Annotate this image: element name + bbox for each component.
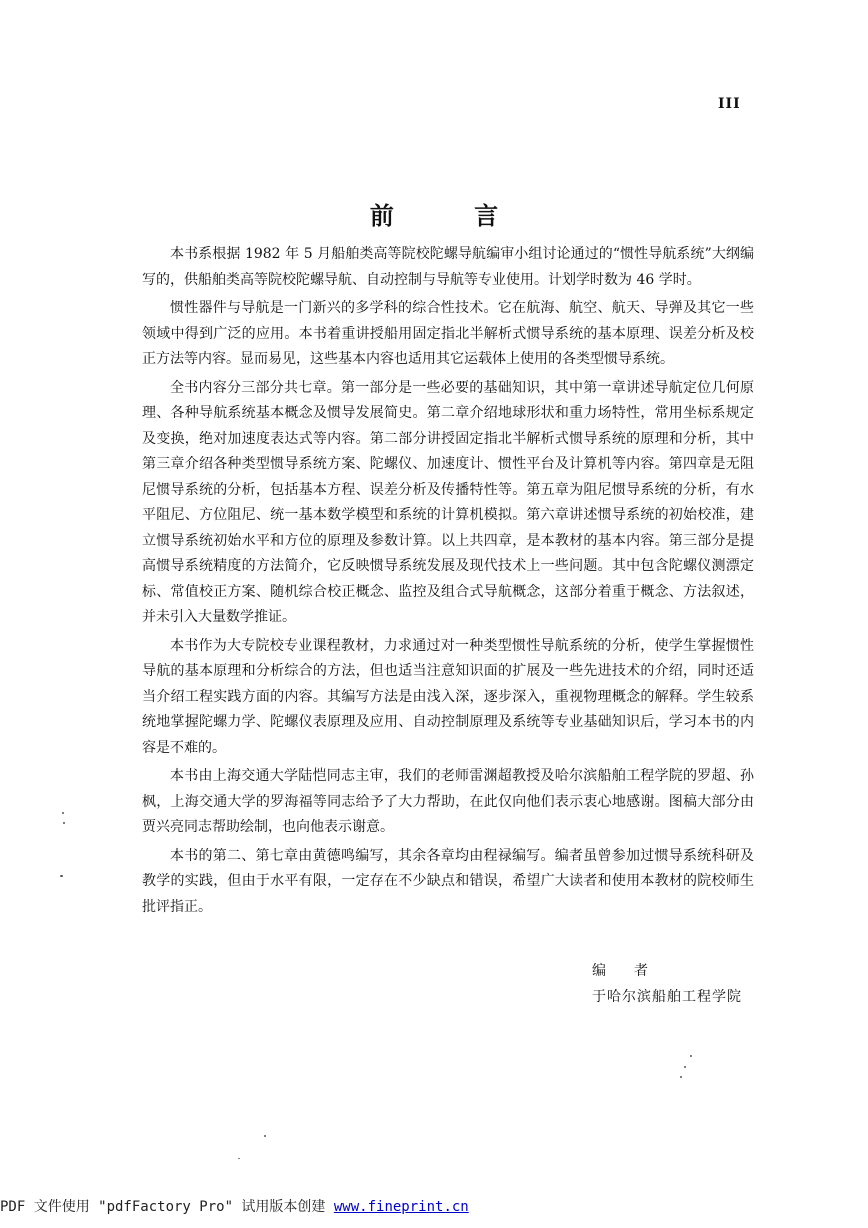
signature-block (560, 958, 760, 1010)
scan-speck (60, 875, 63, 877)
paragraph-2: 惯性器件与导航是一门新兴的多学科的综合性技术。它在航海、航空、航天、导弹及其它一些领域中得到广泛的应用。本书着重讲授船用固定指北半解析式惯导系统的基本原理、误差分析及校正方法等内容。显而易见，这些基本内容也适用其它运载体上使用的各类型惯导系统。 (142, 300, 754, 367)
paragraph-5: 本书由上海交通大学陆恺同志主审，我们的老师雷渊超教授及哈尔滨船舶工程学院的罗超、孙枫，上海交通大学的罗海福等同志给予了大力帮助，在此仅向他们表示衷心地感谢。图稿大部分由贾兴亮同志帮助绘制，也向他表示谢意。 (142, 768, 754, 835)
paragraph-4: 本书作为大专院校专业课程教材，力求通过对一种类型惯性导航系统的分析，使学生掌握惯性导航的基本原理和分析综合的方法，但也适当注意知识面的扩展及一些先进技术的介绍，同时还适当介绍工程实践方面的内容。其编写方法是由浅入深，逐步深入，重视物理概念的解释。学生较系统地掌握陀螺力学、陀螺仪表原理及应用、自动控制原理及系统等专业基础知识后，学习本书的内容是不难的。 (142, 637, 754, 756)
paragraph-1: 本书系根据 1982 年 5 月船舶类高等院校陀螺导航编审小组讨论通过的“惯性导航系统”大纲编写的，供船舶类高等院校陀螺导航、自动控制与导航等专业使用。计划学时数为 46 学时。 (142, 246, 754, 288)
pdf-footer (0, 1196, 469, 1216)
scan-speck (62, 812, 64, 814)
signature-role: 编者 (592, 963, 676, 979)
scan-speck (264, 1135, 266, 1137)
paragraph-3: 全书内容分三部分共七章。第一部分是一些必要的基础知识，其中第一章讲述导航定位几何原理、各种导航系统基本概念及惯导发展简史。第二章介绍地球形状和重力场特性，常用坐标系规定及变换，绝对加速度表达式等内容。第二部分讲授固定指北半解析式惯导系统的原理和分析，其中第三章介绍各种类型惯导系统方案、陀螺仪、加速度计、惯性平台及计算机等内容。第四章是无阻尼惯导系统的分析，包括基本方程、误差分析及传播特性等。第五章为阻尼惯导系统的分析，有水平阻尼、方位阻尼、统一基本数学模型和系统的计算机模拟。第六章讲述惯导系统的初始校准，建立惯导系统初始水平和方位的原理及参数计算。以上共四章，是本教材的基本内容。第三部分是提高惯导系统精度的方法简介，它反映惯导系统发展及现代技术上一些问题。其中包含陀螺仪测漂定标、常值校正方案、随机综合校正概念、监控及组合式导航概念，这部分着重于概念、方法叙述，并未引入大量数学推证。 (142, 379, 754, 625)
scan-speck (690, 1055, 692, 1057)
body-text (142, 242, 754, 923)
page-title: 前 言 (369, 201, 535, 230)
scan-speck (63, 822, 65, 824)
scan-speck (238, 1158, 240, 1159)
paragraph-6: 本书的第二、第七章由黄德鸣编写，其余各章均由程禄编写。编者虽曾参加过惯导系统科研及教学的实践，但由于水平有限，一定存在不少缺点和错误，希望广大读者和使用本教材的院校师生批评指正。 (142, 847, 754, 915)
signature-organization: 于哈尔滨船舶工程学院 (592, 989, 742, 1005)
scan-speck (680, 1076, 682, 1078)
footer-text: PDF 文件使用 "pdfFactory Pro" 试用版本创建 (0, 1199, 334, 1215)
footer-link[interactable]: www.fineprint.cn (333, 1199, 469, 1215)
scan-speck (684, 1066, 686, 1068)
page-number: III (718, 96, 741, 112)
